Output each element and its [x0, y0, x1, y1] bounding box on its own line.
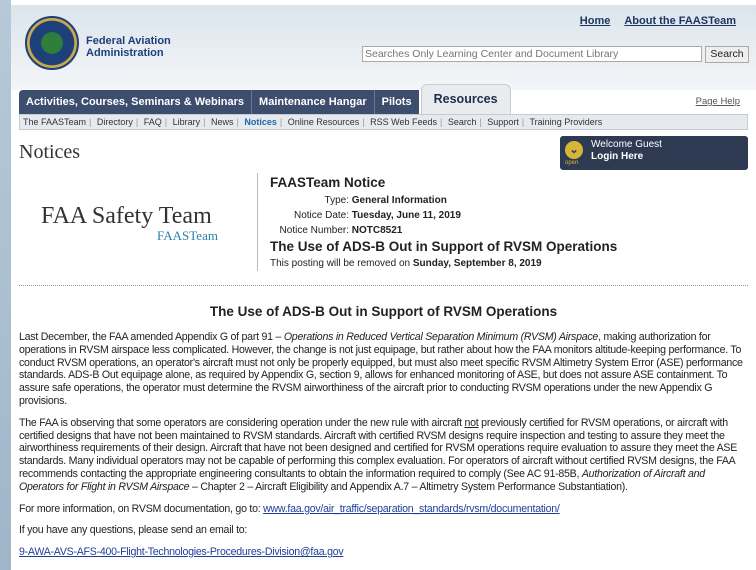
left-border — [0, 0, 11, 570]
tab-activities[interactable]: Activities, Courses, Seminars & Webinars — [19, 90, 252, 114]
removal-prefix: This posting will be removed on — [270, 258, 411, 269]
removal-date: Sunday, September 8, 2019 — [412, 258, 542, 269]
subnav-online-resources[interactable]: Online Resources — [287, 117, 360, 127]
notice-info — [270, 175, 617, 271]
search-button[interactable]: Search — [705, 46, 749, 63]
subnav-notices[interactable]: Notices — [244, 117, 277, 127]
faa-seal-logo[interactable] — [25, 16, 79, 70]
dotted-divider — [19, 285, 748, 286]
subnav-search[interactable]: Search — [447, 117, 477, 127]
page-help-link[interactable]: Page Help — [695, 96, 740, 107]
about-link[interactable]: About the FAASTeam — [624, 15, 736, 27]
paragraph-3: For more information, on RVSM documentation, go to: www.faa.gov/air_traffic/separation_standards/rvsm/documentation/ — [19, 502, 560, 515]
subnav-faasteam[interactable]: The FAASTeam — [23, 117, 87, 127]
open-label: open — [565, 160, 579, 166]
subnav-support[interactable]: Support — [487, 117, 519, 127]
subnav-training-providers[interactable]: Training Providers — [529, 117, 603, 127]
faa-name[interactable] — [86, 35, 171, 59]
site-header — [11, 5, 756, 90]
home-link[interactable]: Home — [579, 15, 611, 27]
article-body — [19, 331, 750, 568]
login-link[interactable]: Login Here — [591, 151, 644, 162]
subnav-library[interactable]: Library — [172, 117, 201, 127]
notice-title: The Use of ADS-B Out in Support of RVSM Operations — [270, 239, 618, 254]
paragraph-2: The FAA is observing that some operators are considering operation under the new rule with aircraft not previously certified for RVSM operations, or aircraft with certified designs that have not been maintained to RVSM standards. Aircraft with certified RVSM designs require inspection and testing to assure they meet the airworthiness requirements of their design. Aircraft that have not been designed and certified for RVSM operations require evaluation to assure they meet the ASE standards. Many individual operators may not be capable of performing this complex evaluation. For operators of aircraft without certified RVSM designs, the FAA recommends contacting the appropriate engineering consultants to obtain the information required to comply (See AC 91-85B, Authorization of Aircraft and Operators for Flight in RVSM Airspace – Chapter 2 – Aircraft Eligibility and Appendix A.7 – Altimetry System Performance Substantiation). — [19, 416, 738, 493]
main-nav — [19, 84, 511, 114]
subnav-rss[interactable]: RSS Web Feeds — [370, 117, 438, 127]
type-label: Type: — [324, 195, 349, 206]
divider — [257, 173, 258, 271]
article-title: The Use of ADS-B Out in Support of RVSM Operations — [209, 304, 558, 319]
notice-type: General Information — [351, 195, 447, 206]
subnav-news[interactable]: News — [211, 117, 234, 127]
faa-safety-team-logo: FAA Safety Team — [41, 203, 212, 229]
rvsm-documentation-link[interactable]: www.faa.gov/air_traffic/separation_standards/rvsm/documentation/ — [263, 502, 560, 515]
paragraph-1: Last December, the FAA amended Appendix G of part 91 – Operations in Reduced Vertical Separation Minimum (RVSM) Airspace, making authorization for operations in RVSM airspace less complicated. However, the change is not just equipage, but rather about how the FAA monitors altitude-keeping performance. To conduct RVSM operations, an operator's aircraft must not only be properly equipped, but must also meet specific RVSM Altimetry System Error (ASE) performance standards. ADS-B Out equipage alone, as required by Appendix G, section 9, allows for enhanced monitoring of ASE, but does not assure ASE containment. To assure safe operations, the operator must determine the RVSM airworthiness of the aircraft prior to conducting RVSM operations under the new Appendix G provisions. — [19, 331, 743, 407]
login-panel[interactable] — [560, 136, 748, 170]
search-input[interactable] — [362, 46, 702, 62]
notice-date: Tuesday, June 11, 2019 — [351, 210, 461, 221]
main-tabs — [19, 90, 419, 114]
org-line1: Federal Aviation — [86, 35, 171, 47]
number-label: Notice Number: — [279, 225, 349, 236]
tab-pilots[interactable]: Pilots — [381, 96, 412, 108]
faasteam-logo-sub: FAASTeam — [157, 228, 218, 243]
date-label: Notice Date: — [293, 210, 349, 221]
welcome-text: Welcome Guest — [591, 139, 662, 150]
email-link[interactable]: 9-AWA-AVS-AFS-400-Flight-Technologies-Procedures-Division@faa.gov — [19, 546, 344, 559]
page-title: Notices — [19, 141, 81, 163]
org-line2: Administration — [86, 47, 164, 59]
subnav-directory[interactable]: Directory — [96, 117, 133, 127]
notice-heading: FAASTeam Notice — [270, 175, 386, 190]
chevron-down-icon[interactable]: ⌄ — [565, 141, 583, 159]
tab-resources[interactable]: Resources — [421, 84, 511, 114]
tab-maintenance-hangar[interactable]: Maintenance Hangar — [252, 90, 375, 114]
notice-number: NOTC8521 — [351, 225, 403, 236]
subnav-faq[interactable]: FAQ — [143, 117, 162, 127]
sub-navigation: The FAASTeam | Directory | FAQ | Library | News | Notices | Online Resources | RSS Web Feeds | Search | Support | Training Providers — [19, 114, 748, 130]
paragraph-4: If you have any questions, please send an email to: — [19, 524, 248, 537]
